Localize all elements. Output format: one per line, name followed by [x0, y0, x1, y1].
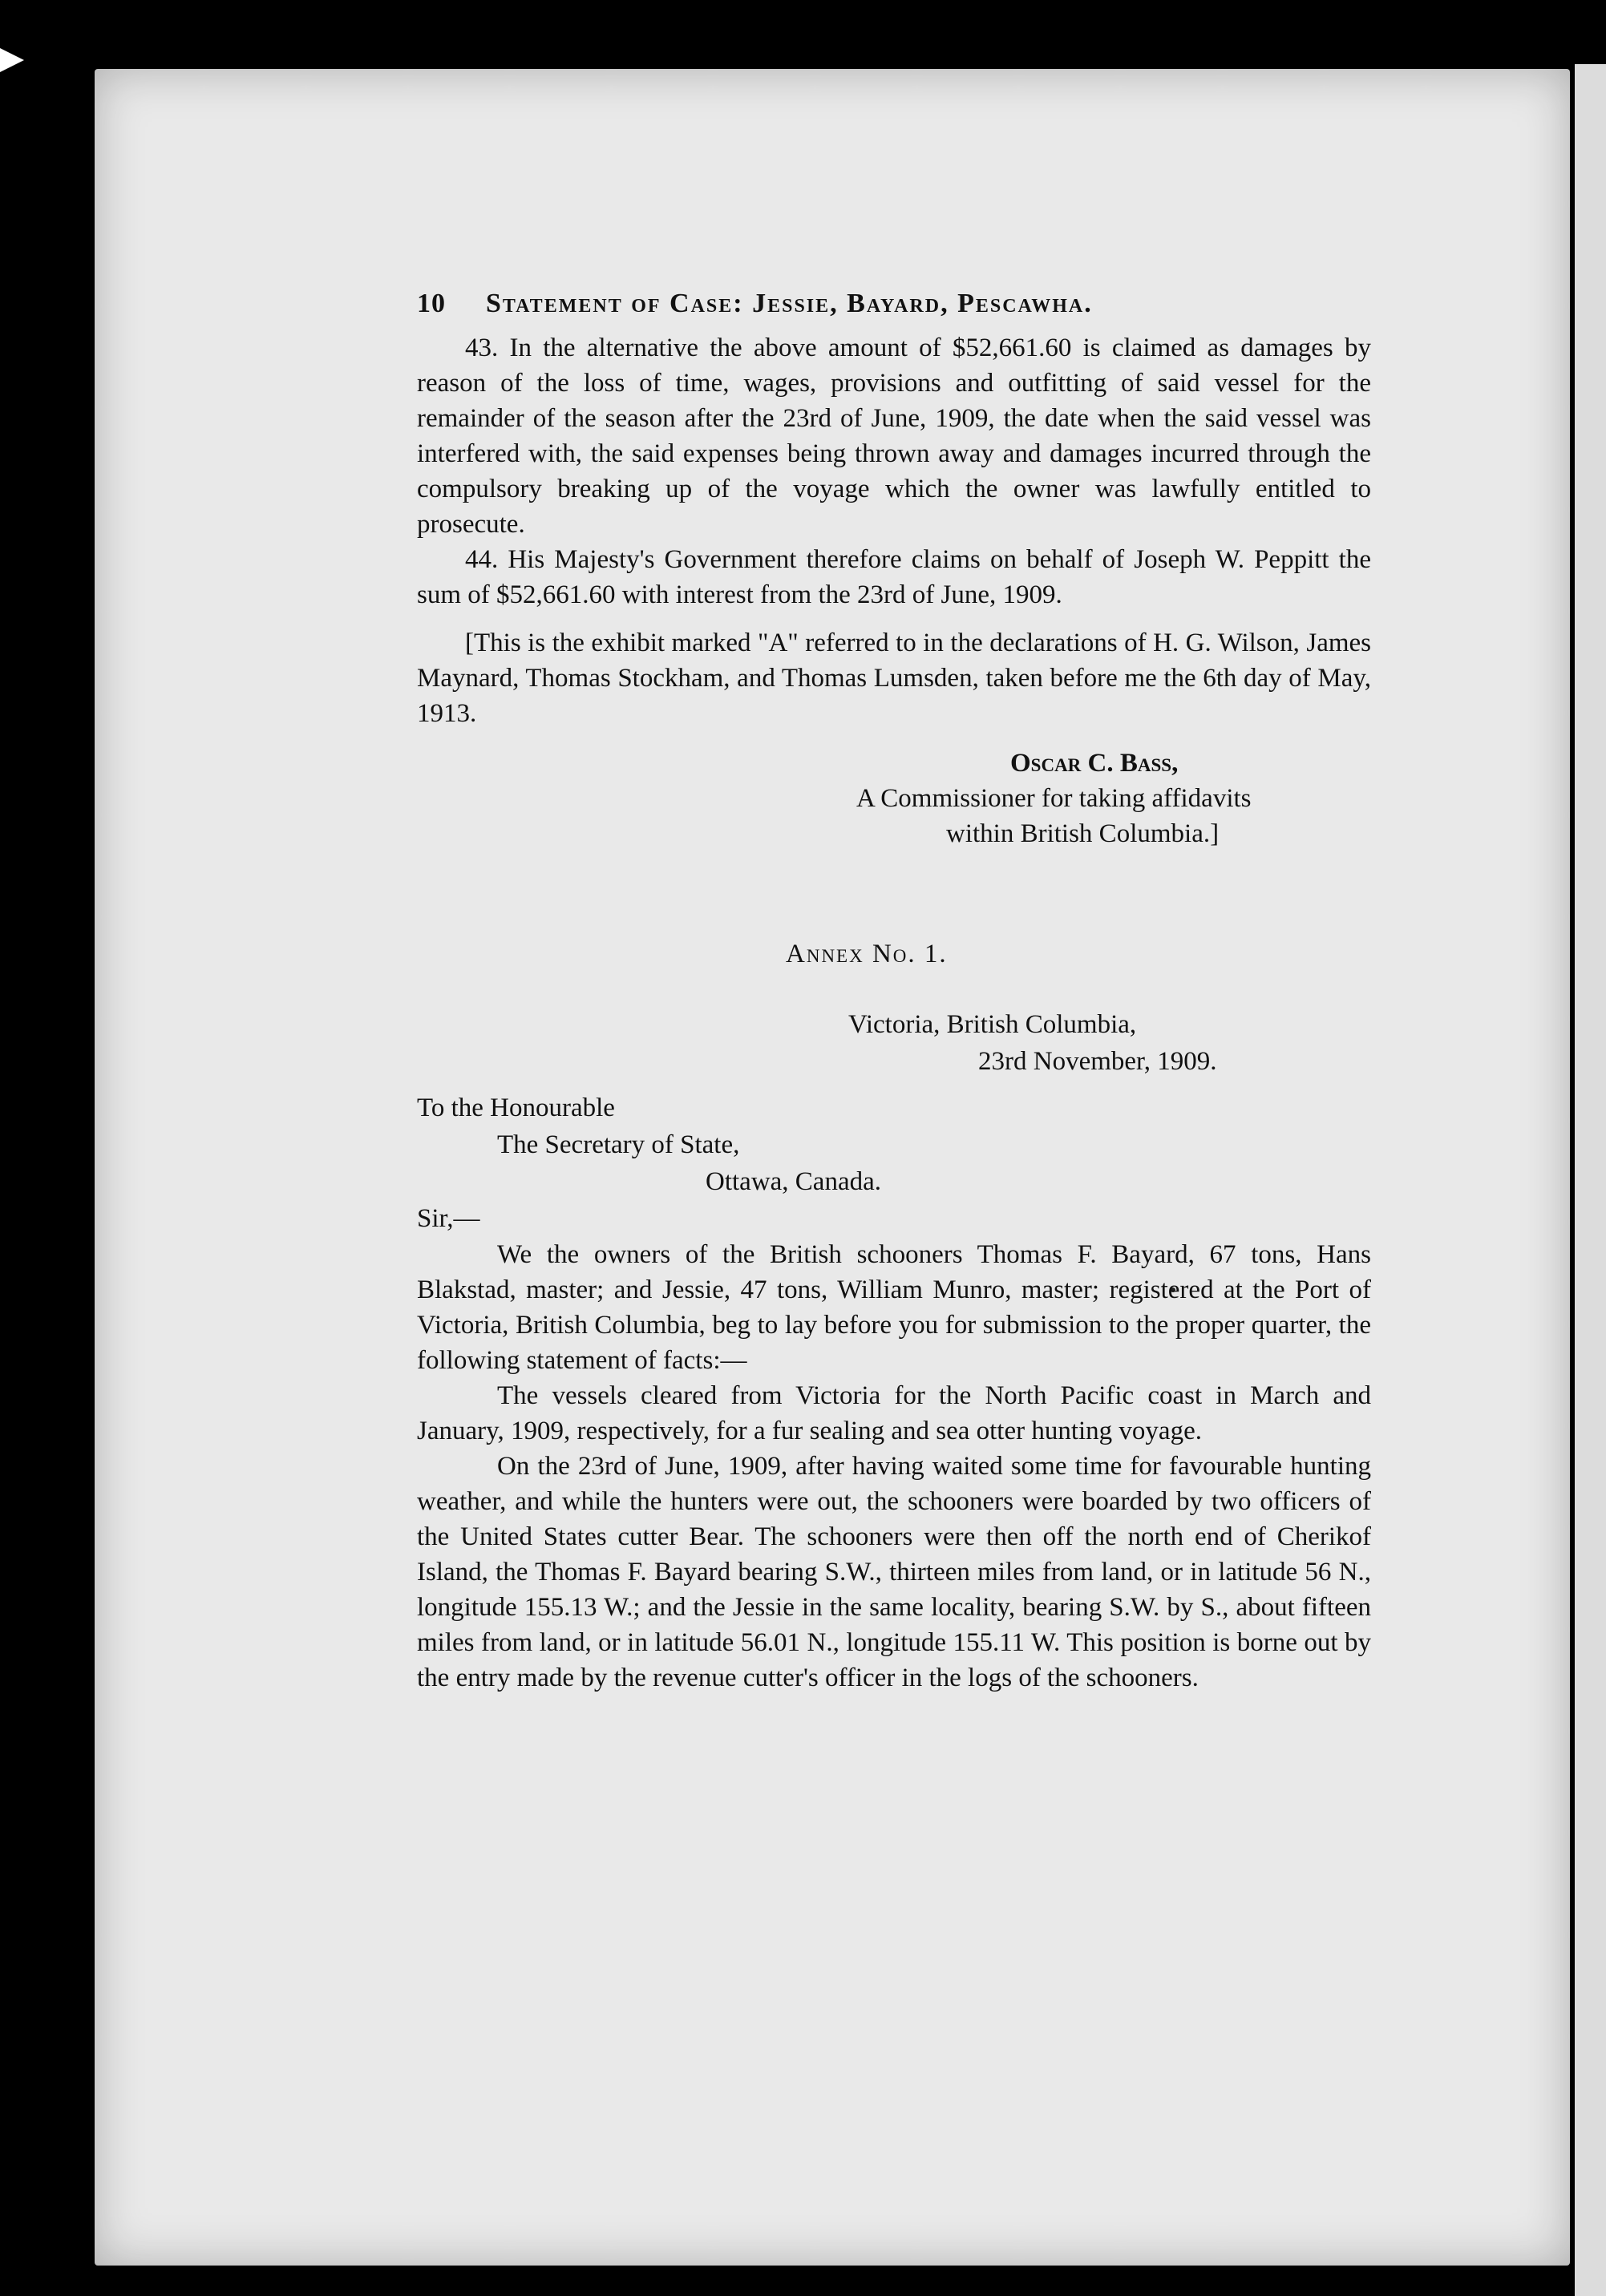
- commissioner-title: A Commissioner for taking affidavits: [856, 784, 1252, 813]
- addressee-line: To the Honourable: [417, 1093, 615, 1122]
- letter-date: 23rd November, 1909.: [978, 1047, 1217, 1076]
- paragraph-44: 44. His Majesty's Government therefore claims on behalf of Joseph W. Peppitt the sum of $52,661.60 with interest from the 23rd of June, 1909.: [417, 545, 1371, 609]
- letter-paragraph: On the 23rd of June, 1909, after having waited some time for favourable hunting weather, and while the hunters were out, the schooners were boarded by two officers of the United States cutter Bear. The schooners were then off the north end of Cherikof Island, the Thomas F. Bayard bearing S.W., thirteen miles from land, or in latitude 56 N., longitude 155.13 W.; and the Jessie in the same locality, bearing S.W. by S., about fifteen miles from land, or in latitude 56.01 N., longitude 155.11 W. This position is borne out by the entry made by the revenue cutter's officer in the logs of the schooners.: [417, 1452, 1371, 1692]
- paragraph-43: 43. In the alternative the above amount of $52,661.60 is claimed as damages by reason of the loss of time, wages, provisions and outfitting of said vessel for the remainder of the season after the 23rd of June, 1909, the date when the said vessel was interfered with, the said expenses being thrown away and damages incurred through the compulsory breaking up of the voyage which the owner was lawfully entitled to prosecute.: [417, 333, 1371, 539]
- commissioner-name: Oscar C. Bass,: [1010, 749, 1179, 778]
- adjacent-page-edge: [1575, 64, 1606, 2296]
- commissioner-signature-block: [417, 746, 1371, 851]
- addressee-line: Ottawa, Canada.: [706, 1167, 881, 1196]
- annex-title: Annex No. 1.: [786, 940, 948, 968]
- letter-salutation: Sir,—: [417, 1204, 480, 1233]
- commissioner-jurisdiction: within British Columbia.]: [946, 819, 1220, 848]
- scan-corner-mark: [0, 48, 24, 72]
- letter-paragraph: The vessels cleared from Victoria for the North Pacific coast in March and January, 1909, respectively, for a fur sealing and sea otter hunting voyage.: [417, 1381, 1371, 1445]
- letter-paragraph: We the owners of the British schooners Thomas F. Bayard, 67 tons, Hans Blakstad, master; and Jessie, 47 tons, William Munro, master; registered at the Port of Victoria, British Columbia, beg to lay before you for submission to the proper quarter, the following statement of facts:—: [417, 1240, 1371, 1375]
- letter-addressee: [417, 1089, 1371, 1200]
- running-header: [417, 289, 1371, 319]
- page-number: 10: [417, 289, 446, 318]
- addressee-line: The Secretary of State,: [497, 1130, 740, 1159]
- letter-place: Victoria, British Columbia,: [848, 1010, 1137, 1039]
- running-title: Statement of Case: Jessie, Bayard, Pescawha.: [486, 289, 1093, 318]
- page-text: [417, 289, 1371, 1696]
- exhibit-note: [This is the exhibit marked "A" referred to in the declarations of H. G. Wilson, James Maynard, Thomas Stockham, and Thomas Lumsden, taken before me the 6th day of May, 1913.: [417, 629, 1371, 728]
